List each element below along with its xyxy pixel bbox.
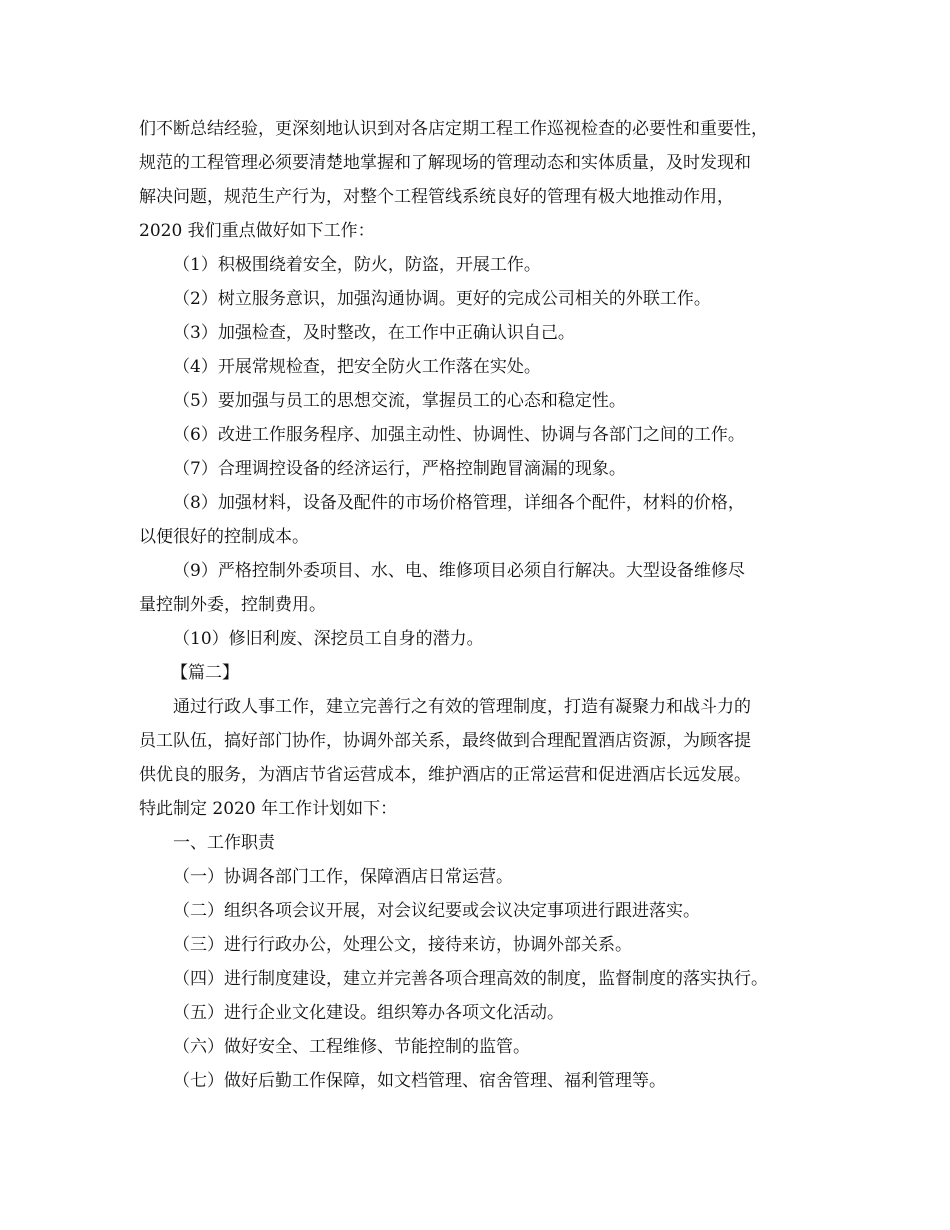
list-item: （二）组织各项会议开展，对会议纪要或会议决定事项进行跟进落实。: [173, 901, 700, 921]
paragraph-line: 员工队伍，搞好部门协作，协调外部关系，最终做到合理配置酒店资源，为顾客提: [139, 731, 751, 751]
list-item: （四）进行制度建设，建立并完善各项合理高效的制度，监督制度的落实执行。: [173, 969, 768, 989]
list-item: （5）要加强与员工的思想交流，掌握员工的心态和稳定性。: [173, 391, 626, 411]
section-heading: 【篇二】: [171, 663, 239, 683]
paragraph-line: 2020 我们重点做好如下工作：: [139, 221, 375, 241]
list-item: （2）树立服务意识，加强沟通协调。更好的完成公司相关的外联工作。: [173, 289, 711, 309]
list-item: （五）进行企业文化建设。组织筹办各项文化活动。: [173, 1003, 564, 1023]
list-item-continuation: 以便很好的控制成本。: [139, 527, 309, 547]
list-item: （1）积极围绕着安全，防火，防盗，开展工作。: [173, 255, 541, 275]
list-item: （9）严格控制外委项目、水、电、维修项目必须自行解决。大型设备维修尽: [173, 561, 745, 581]
paragraph-line: 解决问题，规范生产行为，对整个工程管线系统良好的管理有极大地推动作用，: [139, 187, 734, 207]
paragraph-line: 们不断总结经验，更深刻地认识到对各店定期工程工作巡视检查的必要性和重要性，: [139, 119, 768, 139]
list-item: （8）加强材料，设备及配件的市场价格管理，详细各个配件，材料的价格，: [173, 493, 745, 513]
list-item: （3）加强检查，及时整改，在工作中正确认识自己。: [173, 323, 575, 343]
subsection-heading: 一、工作职责: [173, 833, 275, 853]
list-item: （6）改进工作服务程序、加强主动性、协调性、协调与各部门之间的工作。: [173, 425, 745, 445]
list-item: （七）做好后勤工作保障，如文档管理、宿舍管理、福利管理等。: [173, 1071, 666, 1091]
paragraph-line: 供优良的服务，为酒店节省运营成本，维护酒店的正常运营和促进酒店长远发展。: [139, 765, 751, 785]
list-item: （4）开展常规检查，把安全防火工作落在实处。: [173, 357, 541, 377]
list-item: （三）进行行政办公，处理公文，接待来访，协调外部关系。: [173, 935, 632, 955]
list-item: （10）修旧利废、深挖员工自身的潜力。: [173, 629, 484, 649]
list-item: （7）合理调控设备的经济运行，严格控制跑冒滴漏的现象。: [173, 459, 626, 479]
list-item: （六）做好安全、工程维修、节能控制的监管。: [173, 1037, 530, 1057]
paragraph-line: 规范的工程管理必须要清楚地掌握和了解现场的管理动态和实体质量，及时发现和: [139, 153, 751, 173]
list-item: （一）协调各部门工作，保障酒店日常运营。: [173, 867, 513, 887]
list-item-continuation: 量控制外委，控制费用。: [139, 595, 326, 615]
paragraph-line: 通过行政人事工作，建立完善行之有效的管理制度，打造有凝聚力和战斗力的: [173, 697, 751, 717]
paragraph-line: 特此制定 2020 年工作计划如下：: [139, 799, 398, 819]
